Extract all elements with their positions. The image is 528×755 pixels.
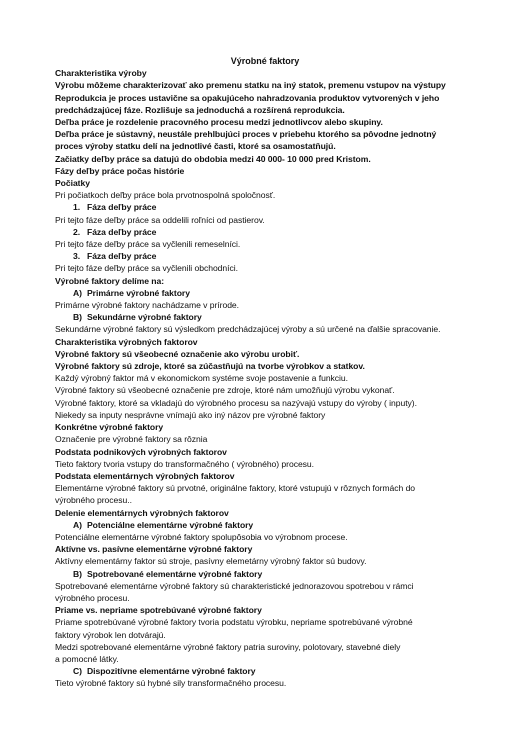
paragraph-line <box>55 531 475 543</box>
list-marker: B) <box>73 312 82 323</box>
paragraph-line <box>55 458 475 470</box>
paragraph-line <box>55 214 475 226</box>
paragraph-line <box>55 580 475 592</box>
section-heading <box>55 140 475 152</box>
line-text: Výrobné faktory delíme na: <box>55 275 165 286</box>
line-text: Priame spotrebúvané výrobné faktory tvoria podstatu výrobku, nepriame spotrebúvané výrobné <box>55 617 413 628</box>
line-text: Sekundárne výrobné faktory sú výsledkom predchádzajúcej výroby a sú určené na ďalšie spracovanie. <box>55 324 441 335</box>
line-text: Aktívne vs. pasívne elementárne výrobné faktory <box>55 544 253 555</box>
section-heading <box>55 116 475 128</box>
list-marker: 3. <box>73 251 81 262</box>
line-text: Začiatky deľby práce sa datujú do obdobia medzi 40 000- 10 000 pred Kristom. <box>55 153 371 164</box>
line-text: Deľba práce je rozdelenie pracovného procesu medzi jednotlivcov alebo skupiny. <box>55 117 383 128</box>
line-text: Spotrebované elementárne výrobné faktory sú charakteristické jednorazovou spotrebou v rámci <box>55 580 414 591</box>
section-heading <box>55 470 475 482</box>
line-text: Sekundárne výrobné faktory <box>87 312 202 323</box>
line-text: Pri tejto fáze deľby práce sa vyčlenili remeselníci. <box>55 239 241 250</box>
line-text: Pri tejto fáze deľby práce sa vyčlenili obchodníci. <box>55 263 238 274</box>
line-text: Potenciálne elementárne výrobné faktory <box>87 519 254 530</box>
line-text: Pri tejto fáze deľby práce sa oddelili roľníci od pastierov. <box>55 214 265 225</box>
list-marker: A) <box>73 519 82 530</box>
line-text: Potenciálne elementárne výrobné faktory spolupôsobia vo výrobnom procese. <box>55 531 348 542</box>
line-text: Výrobné faktory sú všeobecné označenie ako výrobu urobiť. <box>55 348 300 359</box>
paragraph-line <box>55 433 475 445</box>
line-text: Fázy deľby práce počas histórie <box>55 165 185 176</box>
line-text: Niekedy sa inputy nesprávne vnímajú ako iný názov pre výrobné faktory <box>55 409 326 420</box>
line-text: Konkrétne výrobné faktory <box>55 422 164 433</box>
numbered-heading <box>55 250 475 262</box>
line-text: Charakteristika výrobných faktorov <box>55 336 198 347</box>
line-text: Spotrebované elementárne výrobné faktory <box>87 568 263 579</box>
section-heading <box>55 507 475 519</box>
numbered-heading <box>55 287 475 299</box>
paragraph-line <box>55 189 475 201</box>
line-text: Charakteristika výroby <box>55 68 147 79</box>
paragraph-line <box>55 372 475 384</box>
numbered-heading <box>55 311 475 323</box>
section-heading <box>55 165 475 177</box>
line-text: Primárne výrobné faktory <box>87 287 190 298</box>
paragraph-line <box>55 482 475 494</box>
section-heading <box>55 104 475 116</box>
line-text: Aktívny elementárny faktor sú stroje, pasívny elemetárny výrobný faktor sú budovy. <box>55 556 367 567</box>
line-text: proces výroby statku delí na jednotlivé časti, ktoré sa osamostatňujú. <box>55 141 336 152</box>
line-text: Elementárne výrobné faktory sú prvotné, originálne faktory, ktoré vstupujú v rôznych formách do <box>55 483 416 494</box>
list-marker: 2. <box>73 226 81 237</box>
section-heading <box>55 275 475 287</box>
line-text: výrobného procesu. <box>55 592 130 603</box>
line-text: Podstata elementárnych výrobných faktorov <box>55 470 235 481</box>
list-marker: 1. <box>73 202 81 213</box>
line-text: Deľba práce je sústavný, neustále prehlbujúci proces v priebehu ktorého sa pôvodne jednotný <box>55 129 437 140</box>
line-text: Každý výrobný faktor má v ekonomickom systéme svoje postavenie a funkciu. <box>55 373 348 384</box>
section-heading <box>55 79 475 91</box>
line-text: Tieto výrobné faktory sú hybné sily transformačného procesu. <box>55 678 287 689</box>
line-text: Označenie pre výrobné faktory sa rôznia <box>55 434 208 445</box>
section-heading <box>55 543 475 555</box>
line-text: Delenie elementárnych výrobných faktorov <box>55 507 229 518</box>
line-text: Tieto faktory tvoria vstupy do transformačného ( výrobného) procesu. <box>55 458 314 469</box>
section-heading <box>55 360 475 372</box>
section-heading <box>55 92 475 104</box>
line-text: Výrobné faktory sú všeobecné označenie pre zdroje, ktoré nám umožňujú výrobu vykonať. <box>55 385 395 396</box>
line-text: faktory výrobok len dotvárajú. <box>55 629 166 640</box>
numbered-heading <box>55 568 475 580</box>
numbered-heading <box>55 201 475 213</box>
section-heading <box>55 177 475 189</box>
paragraph-line <box>55 555 475 567</box>
section-heading <box>55 153 475 165</box>
section-heading <box>55 446 475 458</box>
paragraph-line <box>55 238 475 250</box>
line-text: výrobného procesu.. <box>55 495 132 506</box>
document-page <box>55 55 475 690</box>
section-heading <box>55 421 475 433</box>
line-text: Fáza deľby práce <box>87 202 157 213</box>
paragraph-line <box>55 677 475 689</box>
paragraph-line <box>55 641 475 653</box>
document-body <box>55 67 475 689</box>
line-text: Podstata podnikových výrobných faktorov <box>55 446 227 457</box>
line-text: Počiatky <box>55 178 90 189</box>
section-heading <box>55 604 475 616</box>
section-heading <box>55 348 475 360</box>
line-text: predchádzajúcej fáze. Rozlišuje sa jednoduchá a rozšírená reprodukcia. <box>55 104 345 115</box>
line-text: a pomocné látky. <box>55 653 119 664</box>
paragraph-line <box>55 616 475 628</box>
paragraph-line <box>55 629 475 641</box>
line-text: Fáza deľby práce <box>87 251 157 262</box>
list-marker: A) <box>73 287 82 298</box>
line-text: Fáza deľby práce <box>87 226 157 237</box>
numbered-heading <box>55 665 475 677</box>
line-text: Pri počiatkoch deľby práce bola prvotnospolná spoločnosť. <box>55 190 276 201</box>
line-text: Výrobu môžeme charakterizovať ako premenu statku na iný statok, premenu vstupov na výstupy <box>55 80 446 91</box>
section-heading <box>55 67 475 79</box>
line-text: Primárne výrobné faktory nachádzame v prírode. <box>55 300 239 311</box>
line-text: Priame vs. nepriame spotrebúvané výrobné faktory <box>55 605 262 616</box>
section-heading <box>55 128 475 140</box>
line-text: Výrobné faktory sú zdroje, ktoré sa zúčastňujú na tvorbe výrobkov a statkov. <box>55 361 365 372</box>
paragraph-line <box>55 409 475 421</box>
numbered-heading <box>55 519 475 531</box>
line-text: Reprodukcia je proces ustavične sa opakujúceho nahradzovania produktov vytvorených v jeho <box>55 92 440 103</box>
line-text: Výrobné faktory, ktoré sa vkladajú do výrobného procesu sa nazývajú vstupy do výroby ( inputy). <box>55 397 417 408</box>
paragraph-line <box>55 397 475 409</box>
list-marker: B) <box>73 568 82 579</box>
paragraph-line <box>55 262 475 274</box>
paragraph-line <box>55 653 475 665</box>
section-heading <box>55 336 475 348</box>
paragraph-line <box>55 299 475 311</box>
list-marker: C) <box>73 666 82 677</box>
paragraph-line <box>55 494 475 506</box>
paragraph-line <box>55 384 475 396</box>
line-text: Dispozitívne elementárne výrobné faktory <box>87 666 256 677</box>
document-title: Výrobné faktory <box>230 56 300 66</box>
line-text: Medzi spotrebované elementárne výrobné faktory patria suroviny, polotovary, stavebné diely <box>55 641 401 652</box>
numbered-heading <box>55 226 475 238</box>
paragraph-line <box>55 592 475 604</box>
paragraph-line <box>55 323 475 335</box>
